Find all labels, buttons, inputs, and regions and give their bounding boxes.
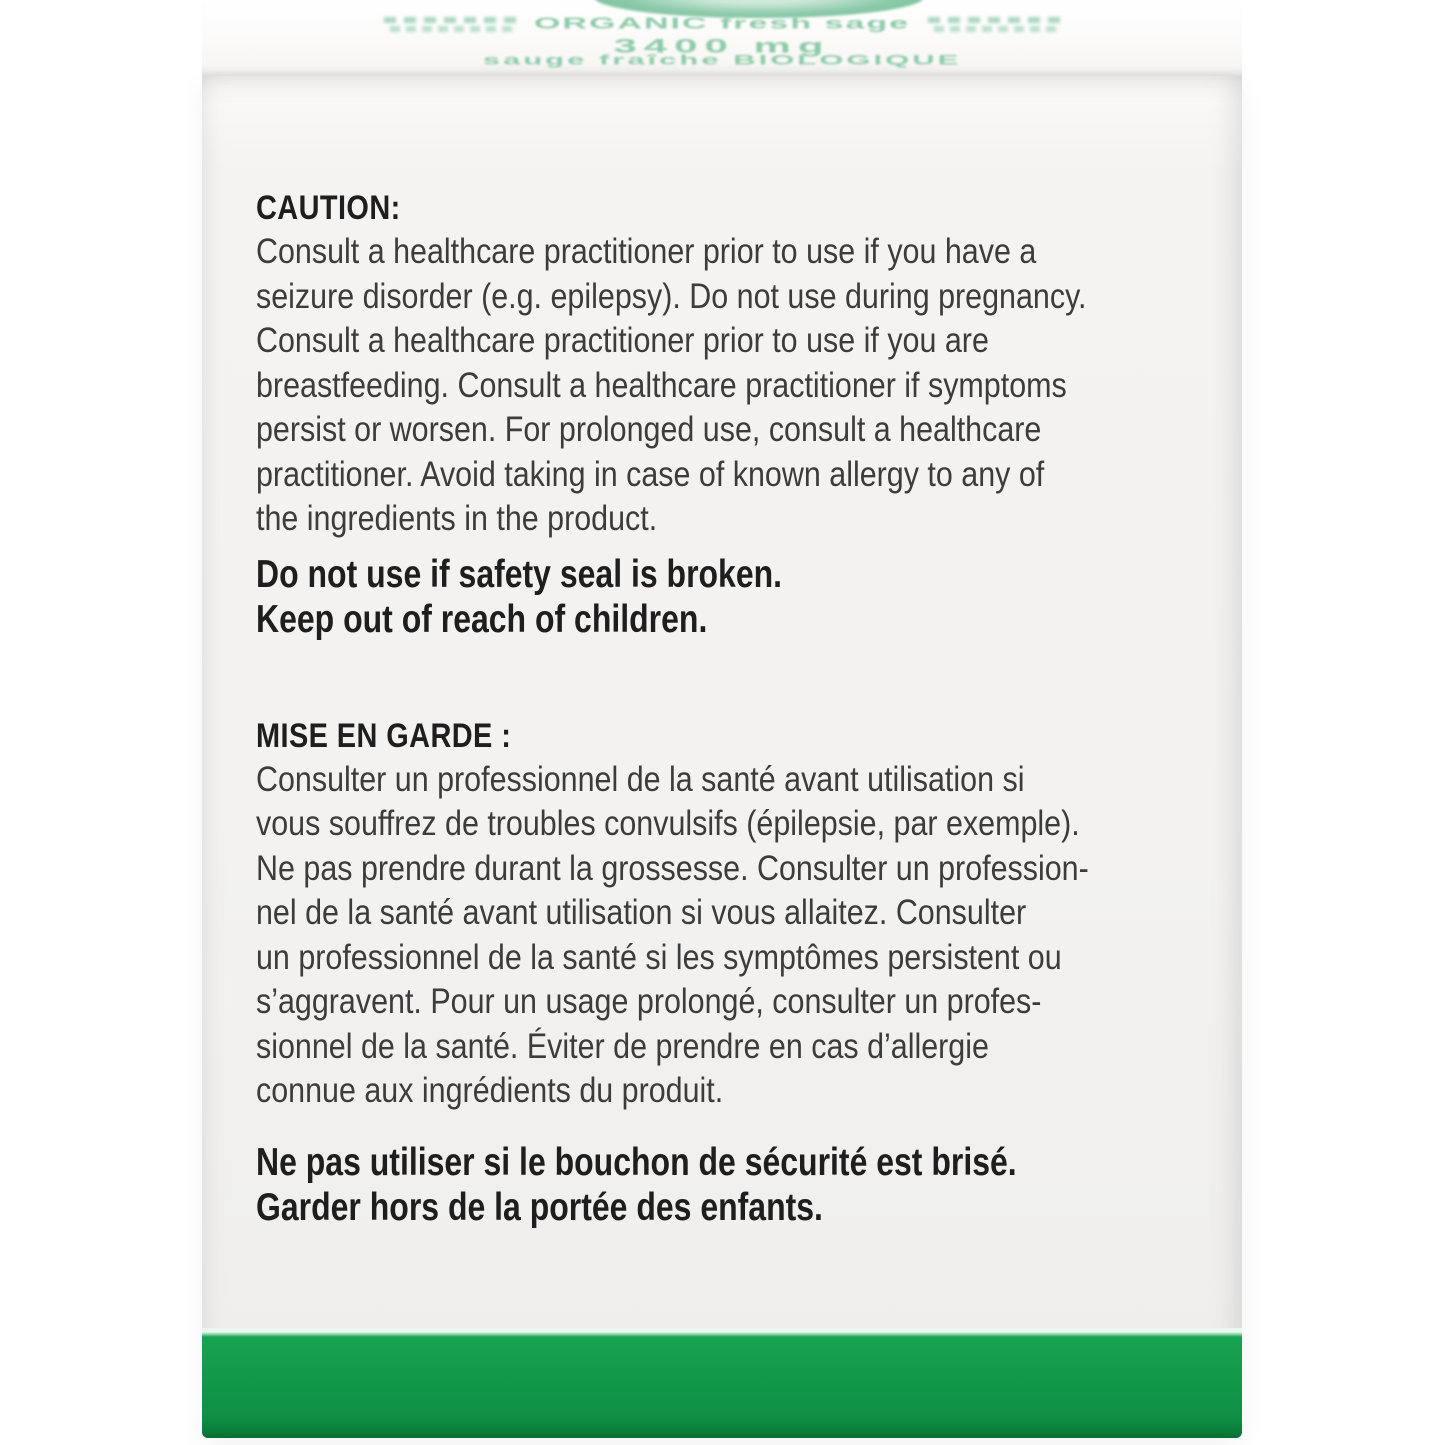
caution-body-line: seizure disorder (e.g. epilepsy). Do not use during pregnancy.: [256, 276, 1087, 316]
label-text: [256, 186, 1216, 1230]
caution-body-line: breastfeeding. Consult a healthcare practitioner if symptoms: [256, 365, 1067, 405]
top-flap-dosage: 3400 mg: [613, 34, 831, 57]
caution-body-line-fr: vous souffrez de troubles convulsifs (épilepsie, par exemple).: [256, 804, 1080, 843]
caution-body-line-fr: sionnel de la santé. Éviter de prendre en cas d’allergie: [256, 1026, 989, 1066]
caution-heading-en: CAUTION:: [256, 189, 401, 227]
top-flap-product-name: ORGANIC fresh sage: [533, 14, 911, 33]
box-top-face: [202, 0, 1242, 76]
caution-body-line: Consult a healthcare practitioner prior to use if you have a: [256, 232, 1037, 271]
caution-body-line-fr: un professionnel de la santé si les symptômes persistent ou: [256, 937, 1062, 977]
caution-bold-safety-seal-en: Do not use if safety seal is broken.: [256, 552, 783, 596]
caution-body-line-fr: s’aggravent. Pour un usage prolongé, consulter un profes-: [256, 982, 1042, 1021]
caution-bold-safety-seal-fr: Ne pas utiliser si le bouchon de sécurité est brisé.: [256, 1140, 1017, 1184]
caution-bold-children-en: Keep out of reach of children.: [256, 597, 708, 641]
caution-heading-fr: MISE EN GARDE :: [256, 716, 512, 755]
caution-bold-children-fr: Garder hors de la portée des enfants.: [256, 1185, 823, 1229]
caution-body-line-fr: nel de la santé avant utilisation si vous allaitez. Consulter: [256, 893, 1027, 932]
caution-body-line: the ingredients in the product.: [256, 499, 658, 538]
green-band: [202, 1328, 1242, 1438]
caution-body-line-fr: connue aux ingrédients du produit.: [256, 1071, 724, 1110]
caution-body-line: practitioner. Avoid taking in case of known allergy to any of: [256, 454, 1045, 494]
caution-body-line-fr: Consulter un professionnel de la santé avant utilisation si: [256, 759, 1025, 799]
caution-body-line: persist or worsen. For prolonged use, consult a healthcare: [256, 410, 1042, 449]
top-flap-line-3: [202, 42, 1242, 76]
caution-body-line: Consult a healthcare practitioner prior to use if you are: [256, 321, 989, 360]
box-front-face: [202, 76, 1242, 1438]
caution-body-line-fr: Ne pas prendre durant la grossesse. Consulter un profession-: [256, 848, 1089, 888]
top-flap-product-name-fr: sauge fraîche BIOLOGIQUE: [482, 51, 962, 68]
